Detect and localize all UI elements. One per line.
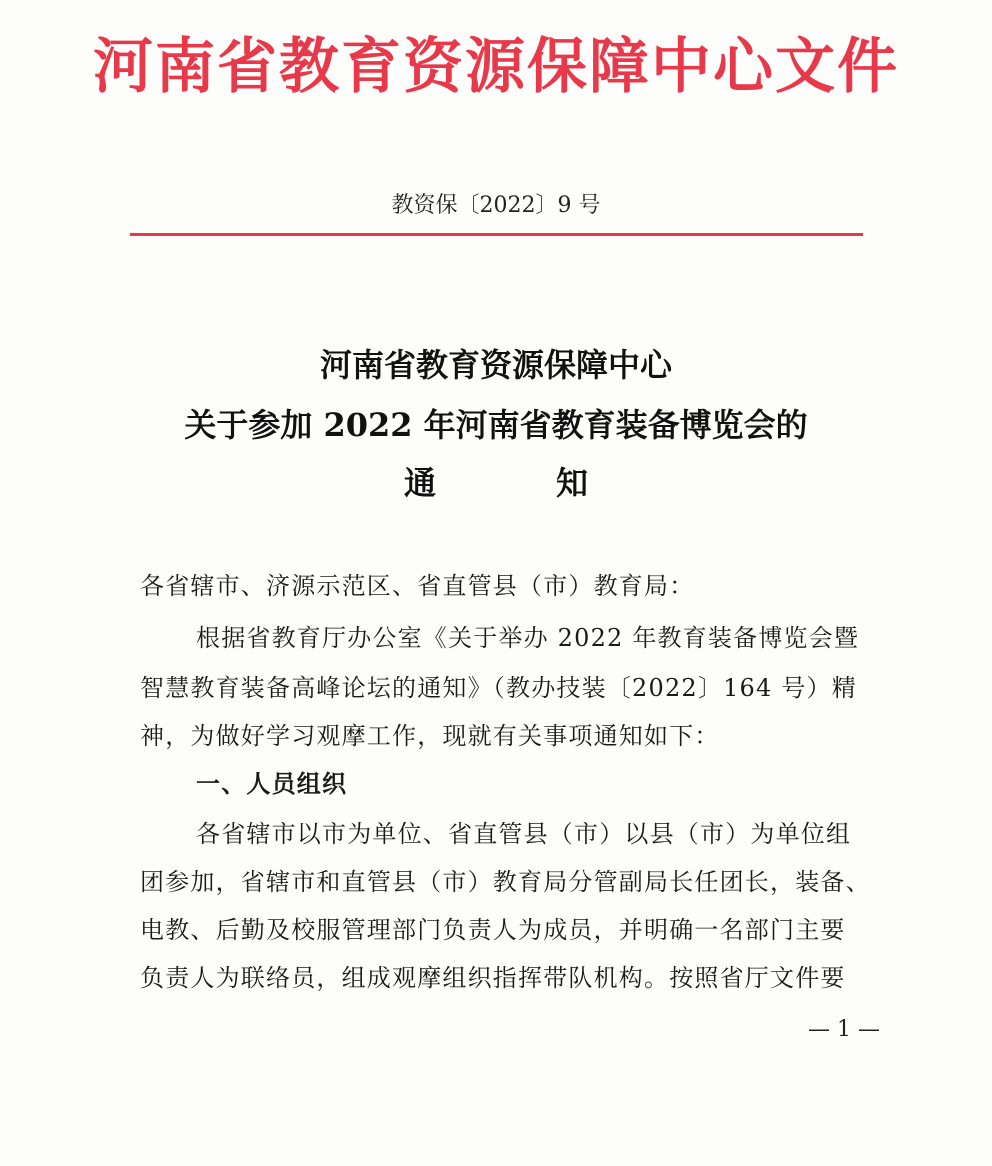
page-number: — 1 — [808,1017,880,1042]
document-number: 教资保〔2022〕9 号 [391,193,601,218]
paragraph-1-line-2: 智慧教育装备高峰论坛的通知》（教办技装〔2022〕164 号）精 [140,674,857,702]
paragraph-2-line-4: 负责人为联络员，组成观摩组织指挥带队机构。按照省厅文件要 [140,964,846,992]
notice-title-char-1: 通 [403,464,436,502]
notice-title-line-1: 河南省教育资源保障中心 [319,346,672,384]
document-header-title: 河南省教育资源保障中心文件 [93,32,899,102]
section-1-heading: 一、人员组织 [196,769,348,798]
paragraph-1-line-1: 根据省教育厅办公室《关于举办 2022 年教育装备博览会暨 [196,624,860,652]
notice-title-line-2: 关于参加 2022 年河南省教育装备博览会的 [184,406,808,444]
paragraph-2-line-1: 各省辖市以市为单位、省直管县（市）以县（市）为单位组 [196,820,852,848]
paragraph-2-line-2: 团参加，省辖市和直管县（市）教育局分管副局长任团长，装备、 [140,868,871,896]
red-divider-line [130,233,863,236]
paragraph-2-line-3: 电教、后勤及校服管理部门负责人为成员，并明确一名部门主要 [140,916,846,944]
notice-title-char-2: 知 [556,464,589,502]
paragraph-1-line-3: 神，为做好学习观摩工作，现就有关事项通知如下： [140,722,720,750]
salutation: 各省辖市、济源示范区、省直管县（市）教育局： [140,572,695,600]
notice-title-line-3 [0,458,992,508]
